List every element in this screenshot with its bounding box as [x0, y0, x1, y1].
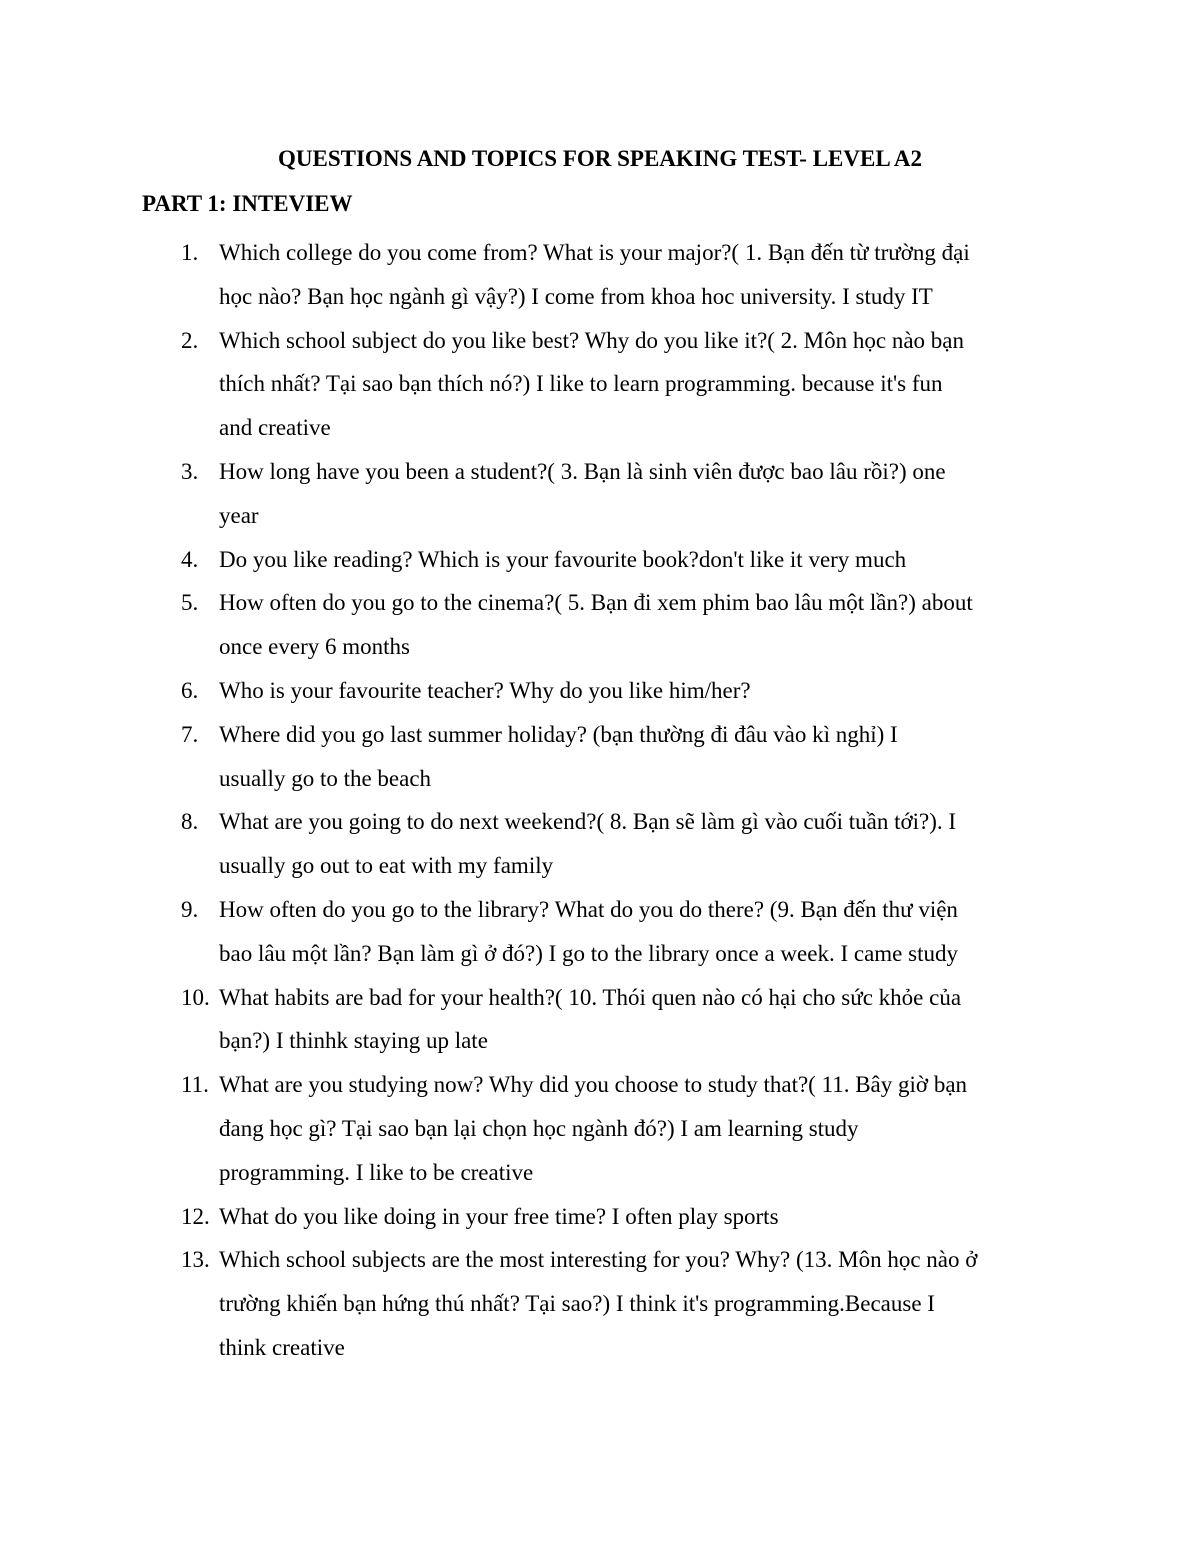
question-text-line: How often do you go to the cinema?( 5. Bạn đi xem phim bao lâu một lần?) about [219, 590, 973, 616]
question-item [181, 231, 1081, 319]
question-text-line: đang học gì? Tại sao bạn lại chọn học ngành đó?) I am learning study [219, 1115, 859, 1141]
question-item [181, 1238, 1081, 1369]
question-text-line: học nào? Bạn học ngành gì vậy?) I come from khoa hoc university. I study IT [219, 283, 933, 309]
question-item [181, 538, 1081, 582]
question-list [181, 231, 1081, 1370]
question-text-line: thích nhất? Tại sao bạn thích nó?) I like to learn programming. because it's fun [219, 371, 943, 397]
question-text-line: programming. I like to be creative [219, 1159, 534, 1185]
question-item [181, 669, 1081, 713]
question-item [181, 1195, 1081, 1239]
question-number: 11. [181, 1072, 209, 1098]
question-number: 13. [181, 1247, 210, 1273]
question-item [181, 450, 1081, 538]
question-text-line: Which college do you come from? What is your major?( 1. Bạn đến từ trường đại [219, 240, 970, 265]
question-text-line: bạn?) I thinhk staying up late [219, 1028, 488, 1054]
question-item [181, 713, 1081, 801]
question-item [181, 888, 1081, 976]
question-text-line: think creative [219, 1334, 345, 1360]
question-number: 3. [181, 458, 199, 484]
question-text-line: What habits are bad for your health?( 10. Thói quen nào có hại cho sức khỏe của [219, 984, 962, 1010]
question-text-line: How long have you been a student?( 3. Bạn là sinh viên được bao lâu rồi?) one [219, 458, 946, 484]
question-number: 9. [181, 896, 199, 922]
question-number: 1. [181, 240, 199, 265]
question-number: 10. [181, 984, 210, 1010]
question-item [181, 800, 1081, 888]
question-number: 8. [181, 809, 199, 835]
document-title: QUESTIONS AND TOPICS FOR SPEAKING TEST- LEVEL A2 [278, 146, 922, 171]
question-text-line: What are you studying now? Why did you choose to study that?( 11. Bây giờ bạn [219, 1072, 968, 1098]
question-number: 7. [181, 721, 199, 747]
part-heading: PART 1: INTEVIEW [142, 191, 353, 216]
question-text-line: year [219, 502, 259, 528]
question-item [181, 581, 1081, 669]
question-number: 6. [181, 677, 199, 703]
question-text-line: Where did you go last summer holiday? (bạn thường đi đâu vào kì nghỉ) I [219, 721, 898, 747]
question-text-line: bao lâu một lần? Bạn làm gì ở đó?) I go to the library once a week. I came study [219, 940, 958, 966]
question-number: 4. [181, 546, 199, 572]
question-number: 2. [181, 327, 199, 353]
question-text-line: Which school subject do you like best? Why do you like it?( 2. Môn học nào bạn [219, 327, 965, 353]
question-text-line: and creative [219, 415, 331, 441]
question-item [181, 976, 1081, 1064]
question-text-line: How often do you go to the library? What do you do there? (9. Bạn đến thư viện [219, 896, 958, 922]
question-text-line: What do you like doing in your free time? I often play sports [219, 1203, 779, 1229]
question-item [181, 1063, 1081, 1194]
question-text-line: trường khiến bạn hứng thú nhất? Tại sao?) I think it's programming.Because I [219, 1291, 935, 1317]
question-number: 5. [181, 590, 199, 616]
question-text-line: Who is your favourite teacher? Why do you like him/her? [219, 677, 751, 703]
question-text-line: usually go to the beach [219, 765, 432, 791]
question-number: 12. [181, 1203, 210, 1229]
question-text-line: usually go out to eat with my family [219, 853, 554, 879]
question-text-line: Which school subjects are the most interesting for you? Why? (13. Môn học nào ở [219, 1247, 978, 1273]
question-text-line: once every 6 months [219, 634, 410, 660]
question-item [181, 319, 1081, 450]
question-text-line: Do you like reading? Which is your favourite book?don't like it very much [219, 546, 907, 572]
question-text-line: What are you going to do next weekend?( 8. Bạn sẽ làm gì vào cuối tuần tới?). I [219, 809, 957, 835]
